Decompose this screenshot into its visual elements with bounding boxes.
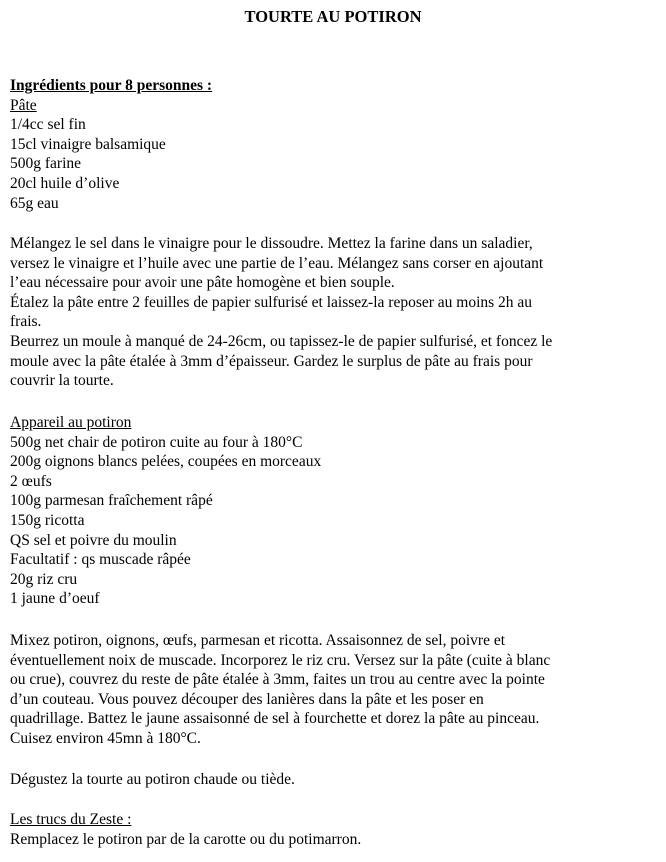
pate-ingredient: 15cl vinaigre balsamique: [10, 135, 166, 153]
page-title: TOURTE AU POTIRON: [244, 7, 422, 26]
appareil-method: [10, 631, 660, 749]
appareil-heading: Appareil au potiron: [10, 414, 132, 431]
appareil-ingredient: 1 jaune d’oeuf: [10, 590, 100, 608]
method-line: éventuellement noix de muscade. Incorporez le riz cru. Versez sur la pâte (cuite à blanc: [10, 651, 551, 669]
appareil-ingredient: 500g net chair de potiron cuite au four à 180°C: [10, 433, 303, 451]
tips-text: Remplacez le potiron par de la carotte ou du potimarron.: [10, 830, 362, 848]
appareil-ingredient: 20g riz cru: [10, 570, 78, 588]
method-line: couvrir la tourte.: [10, 372, 114, 390]
method-line: Beurrez un moule à manqué de 24-26cm, ou tapissez-le de papier sulfurisé, et foncez le: [10, 332, 553, 350]
appareil-ingredient: QS sel et poivre du moulin: [10, 531, 177, 549]
method-line: versez le vinaigre et l’huile avec une partie de l’eau. Mélangez sans corser en ajoutant: [10, 254, 544, 272]
method-line: quadrillage. Battez le jaune assaisonné de sel à fourchette et dorez la pâte au pinceau.: [10, 710, 540, 728]
method-line: d’un couteau. Vous pouvez découper des lanières dans la pâte et les poser en: [10, 690, 484, 708]
pate-ingredient: 20cl huile d’olive: [10, 174, 120, 192]
appareil-ingredient: Facultatif : qs muscade râpée: [10, 551, 191, 569]
appareil-section: [10, 413, 660, 609]
appareil-ingredient: 200g oignons blancs pelées, coupées en morceaux: [10, 453, 322, 471]
pate-heading: Pâte: [10, 96, 37, 114]
method-line: Mélangez le sel dans le vinaigre pour le dissoudre. Mettez la farine dans un saladier,: [10, 235, 533, 252]
appareil-ingredient: 100g parmesan fraîchement râpé: [10, 492, 213, 510]
method-line: moule avec la pâte étalée à 3mm d’épaisseur. Gardez le surplus de pâte au frais pour: [10, 352, 533, 370]
serving-text: Dégustez la tourte au potiron chaude ou tiède.: [10, 771, 295, 788]
pate-ingredient: 1/4cc sel fin: [10, 116, 86, 134]
method-line: Mixez potiron, oignons, œufs, parmesan et ricotta. Assaisonnez de sel, poivre et: [10, 632, 506, 649]
serving-note: [10, 770, 660, 790]
pate-ingredient: 65g eau: [10, 194, 59, 212]
method-line: Étalez la pâte entre 2 feuilles de papier sulfurisé et laissez-la reposer au moins 2h au: [10, 293, 533, 311]
appareil-ingredient: 2 œufs: [10, 472, 52, 490]
method-line: l’eau nécessaire pour avoir une pâte homogène et bien souple.: [10, 274, 395, 292]
method-line: Cuisez environ 45mn à 180°C.: [10, 729, 201, 747]
appareil-ingredient: 150g ricotta: [10, 511, 85, 529]
ingredients-section: [10, 76, 660, 213]
pate-method: [10, 234, 660, 391]
method-line: ou crue), couvrez du reste de pâte étalée à 3mm, faites un trou au centre avec la pointe: [10, 671, 545, 689]
tips-heading: Les trucs du Zeste :: [10, 811, 132, 828]
method-line: frais.: [10, 313, 42, 331]
pate-ingredient: 500g farine: [10, 155, 82, 173]
ingredients-heading: Ingrédients pour 8 personnes :: [10, 77, 213, 94]
tips-section: [10, 810, 660, 849]
